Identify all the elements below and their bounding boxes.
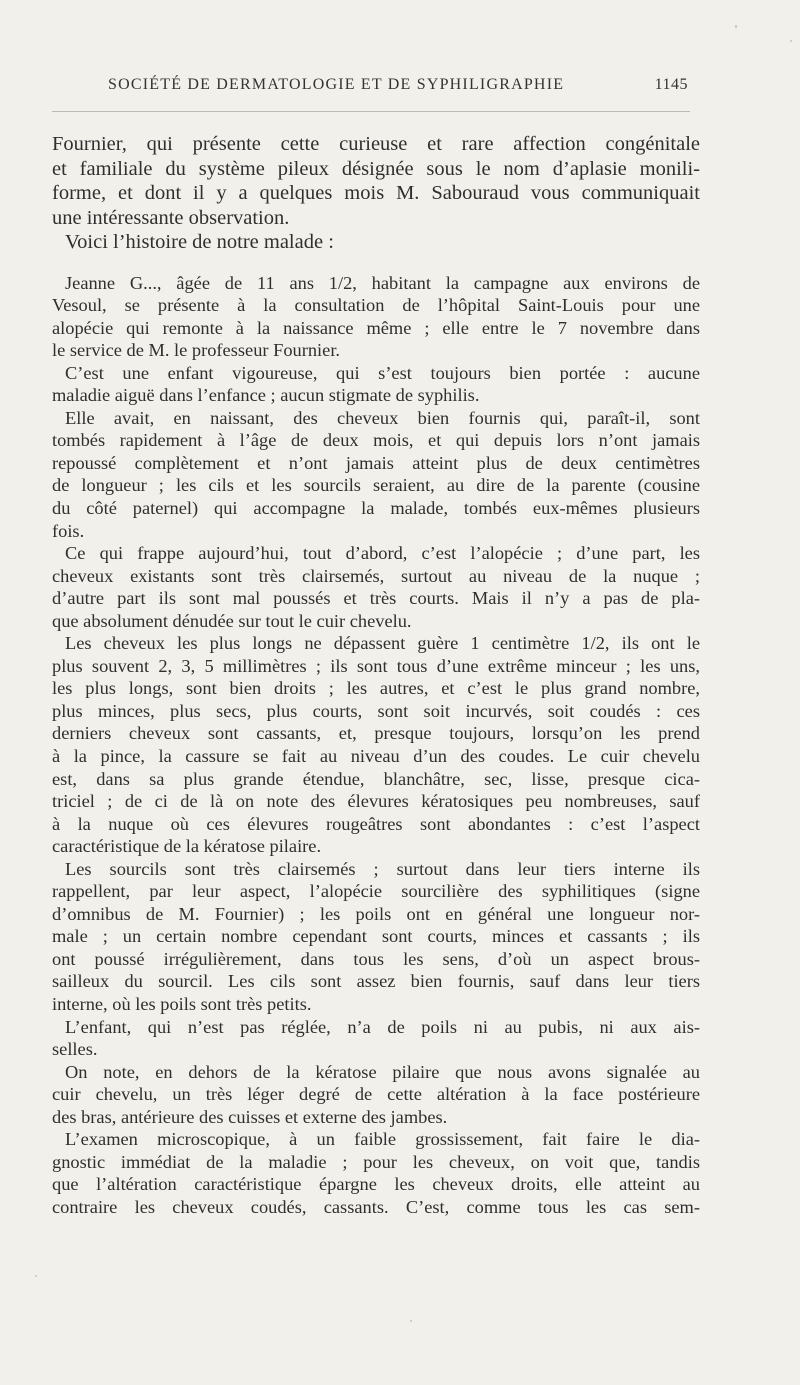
text-line: maladie aiguë dans l’enfance ; aucun stigmate de syphilis. [52, 385, 480, 406]
text-line: cheveux existants sont très clairsemés, surtout au niveau de la nuque ; [52, 565, 700, 586]
body-text [52, 132, 700, 1218]
running-title: SOCIÉTÉ DE DERMATOLOGIE ET DE SYPHILIGRAPHIE [108, 76, 565, 93]
text-line: rappellent, par leur aspect, l’alopécie sourcilière des syphilitiques (signe [52, 881, 700, 902]
text-line: Les sourcils sont très clairsemés ; surtout dans leur tiers interne ils [65, 858, 700, 879]
paper-speck [410, 1320, 412, 1322]
text-line: gnostic immédiat de la maladie ; pour les cheveux, on voit que, tandis [52, 1151, 700, 1172]
paragraph [52, 542, 700, 632]
text-line: Ce qui frappe aujourd’hui, tout d’abord, c’est l’alopécie ; d’une part, les [65, 543, 700, 564]
text-line: de longueur ; les cils et les sourcils seraient, au dire de la parente (cousine [52, 475, 700, 496]
text-line: d’omnibus de M. Fournier) ; les poils ont en général une longueur nor- [52, 903, 700, 924]
text-line: triciel ; de ci de là on note des élevures kératosiques peu nombreuses, sauf [52, 791, 700, 812]
text-line: On note, en dehors de la kératose pilaire que nous avons signalée au [65, 1061, 700, 1082]
lead-line: forme, et dont il y a quelques mois M. Sabouraud vous communiquait [52, 182, 700, 204]
text-line: Elle avait, en naissant, des cheveux bien fournis qui, paraît-il, sont [65, 407, 700, 428]
text-line: à la pince, la cassure se fait au niveau d’un des coudes. Le cuir chevelu [52, 745, 700, 766]
text-line: L’examen microscopique, à un faible grossissement, fait faire le dia- [65, 1129, 700, 1150]
text-line: ont poussé irrégulièrement, dans tous les sens, d’où un aspect brous- [52, 948, 700, 969]
text-line: est, dans sa plus grande étendue, blanchâtre, sec, lisse, presque cica- [52, 768, 700, 789]
text-line: contraire les cheveux coudés, cassants. C’est, comme tous les cas sem- [52, 1196, 700, 1217]
text-line: plus minces, plus secs, plus courts, sont soit incurvés, soit coudés : ces [52, 700, 700, 721]
text-line: alopécie qui remonte à la naissance même ; elle entre le 7 novembre dans [52, 317, 700, 338]
lead-paragraph [52, 132, 700, 255]
paragraph [52, 362, 700, 407]
text-line: fois. [52, 520, 85, 541]
paragraph [52, 407, 700, 542]
intro-line: Voici l’histoire de notre malade : [65, 231, 334, 253]
text-line: Les cheveux les plus longs ne dépassent guère 1 centimètre 1/2, ils ont le [65, 633, 700, 654]
text-line: L’enfant, qui n’est pas réglée, n’a de poils ni au pubis, ni aux ais- [65, 1016, 700, 1037]
text-line: les plus longs, sont bien droits ; les autres, et c’est le plus grand nombre, [52, 678, 700, 699]
paragraph [52, 632, 700, 857]
paper-speck [735, 25, 737, 28]
text-line: selles. [52, 1039, 98, 1060]
text-line: à la nuque où ces élevures rougeâtres sont abondantes : c’est l’aspect [52, 813, 700, 834]
text-line: du côté paternel) qui accompagne la malade, tombés eux-mêmes plusieurs [52, 497, 700, 518]
paper-speck [35, 1275, 37, 1277]
text-line: plus souvent 2, 3, 5 millimètres ; ils sont tous d’une extrême minceur ; les uns, [52, 655, 700, 676]
text-line: derniers cheveux sont cassants, et, presque toujours, lorsqu’on les prend [52, 723, 700, 744]
paragraph [52, 1061, 700, 1129]
text-line: le service de M. le professeur Fournier. [52, 340, 341, 361]
case-report [52, 272, 700, 1219]
lead-line: Fournier, qui présente cette curieuse et rare affection congénitale [52, 133, 700, 155]
text-line: Vesoul, se présente à la consultation de l’hôpital Saint-Louis pour une [52, 295, 700, 316]
text-line: que absolument dénudée sur tout le cuir chevelu. [52, 610, 412, 631]
text-line: sailleux du sourcil. Les cils sont assez bien fournis, sauf dans leur tiers [52, 971, 700, 992]
text-line: que l’altération caractéristique épargne les cheveux droits, elle atteint au [52, 1174, 700, 1195]
lead-line: et familiale du système pileux désignée sous le nom d’aplasie monili- [52, 157, 700, 180]
text-line: tombés rapidement à l’âge de deux mois, et qui depuis lors n’ont jamais [52, 430, 700, 451]
text-line: interne, où les poils sont très petits. [52, 994, 312, 1014]
text-line: male ; un certain nombre cependant sont courts, minces et cassants ; ils [52, 926, 700, 947]
header-rule [52, 111, 690, 112]
paper-speck [790, 40, 792, 42]
text-line: des bras, antérieure des cuisses et externe des jambes. [52, 1106, 448, 1127]
text-line: C’est une enfant vigoureuse, qui s’est toujours bien portée : aucune [65, 362, 700, 383]
text-line: repoussé complètement et n’ont jamais atteint plus de deux centimètres [52, 452, 700, 473]
paragraph [52, 1016, 700, 1061]
lead-line: une intéressante observation. [52, 206, 290, 229]
text-line: Jeanne G..., âgée de 11 ans 1/2, habitant la campagne aux environs de [65, 272, 700, 293]
page-number: 1145 [654, 76, 688, 93]
paragraph [52, 272, 700, 362]
paragraph [52, 1128, 700, 1218]
text-line: d’autre part ils sont mal poussés et très courts. Mais il n’y a pas de pla- [52, 588, 700, 609]
text-line: cuir chevelu, un très léger degré de cette altération à la face postérieure [52, 1084, 700, 1105]
paragraph [52, 858, 700, 1016]
text-line: caractéristique de la kératose pilaire. [52, 836, 322, 857]
